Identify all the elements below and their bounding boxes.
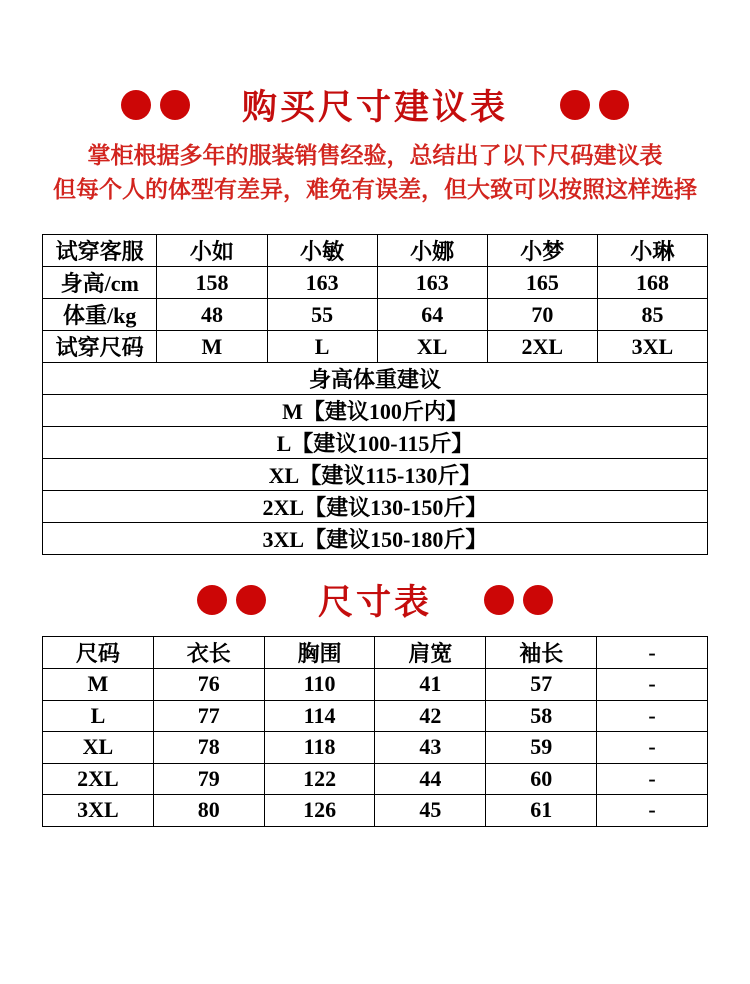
column-header: - — [597, 637, 708, 669]
table-cell: M — [157, 331, 267, 363]
red-dots-left — [121, 90, 190, 120]
advice-cell: L【建议100-115斤】 — [43, 427, 708, 459]
table-row — [43, 732, 708, 764]
table-header-row — [43, 637, 708, 669]
table-cell: L — [267, 331, 377, 363]
section1-title: 购买尺寸建议表 — [241, 88, 508, 127]
size-label: XL — [43, 732, 154, 764]
table-cell: - — [597, 732, 708, 764]
size-guide-page — [0, 84, 750, 984]
red-dot-icon — [523, 585, 553, 615]
table-cell: 77 — [153, 700, 264, 732]
table-cell: 43 — [375, 732, 486, 764]
table-cell: 60 — [486, 763, 597, 795]
table-cell: 80 — [153, 795, 264, 827]
red-dot-icon — [197, 585, 227, 615]
table-cell: XL — [377, 331, 487, 363]
advice-header-cell: 身高体重建议 — [43, 363, 708, 395]
table-row — [43, 363, 708, 395]
table-cell: 41 — [375, 669, 486, 701]
row-label: 身高/cm — [43, 267, 157, 299]
table-cell: 114 — [264, 700, 375, 732]
table-cell: - — [597, 700, 708, 732]
red-dots-right — [484, 585, 553, 615]
table-row — [43, 669, 708, 701]
table-row — [43, 427, 708, 459]
table-row — [43, 795, 708, 827]
table-cell: - — [597, 763, 708, 795]
table-row — [43, 331, 708, 363]
table-cell: 小琳 — [597, 235, 707, 267]
table-cell: 小敏 — [267, 235, 377, 267]
table-row — [43, 700, 708, 732]
table-cell: 168 — [597, 267, 707, 299]
table-cell: - — [597, 795, 708, 827]
table-row — [43, 235, 708, 267]
red-dot-icon — [160, 90, 190, 120]
row-label: 试穿客服 — [43, 235, 157, 267]
table-cell: 85 — [597, 299, 707, 331]
table-cell: 55 — [267, 299, 377, 331]
table-cell: 110 — [264, 669, 375, 701]
size-label: 3XL — [43, 795, 154, 827]
fit-advice-table — [42, 234, 708, 555]
section1-header — [0, 84, 750, 126]
table-cell: 42 — [375, 700, 486, 732]
red-dots-left — [197, 585, 266, 615]
table-cell: 122 — [264, 763, 375, 795]
table-cell: 76 — [153, 669, 264, 701]
advice-cell: M【建议100斤内】 — [43, 395, 708, 427]
advice-cell: 3XL【建议150-180斤】 — [43, 523, 708, 555]
red-dot-icon — [236, 585, 266, 615]
table-cell: - — [597, 669, 708, 701]
red-dot-icon — [599, 90, 629, 120]
table-cell: 78 — [153, 732, 264, 764]
table-row — [43, 763, 708, 795]
red-dot-icon — [484, 585, 514, 615]
table-cell: 64 — [377, 299, 487, 331]
size-label: L — [43, 700, 154, 732]
row-label: 体重/kg — [43, 299, 157, 331]
table-cell: 2XL — [487, 331, 597, 363]
table-cell: 79 — [153, 763, 264, 795]
section1-subtitles — [0, 139, 750, 207]
subtitle-line1: 掌柜根据多年的服装销售经验，总结出了以下尺码建议表 — [87, 143, 663, 168]
section2-header — [0, 579, 750, 621]
table-cell: 163 — [267, 267, 377, 299]
column-header: 袖长 — [486, 637, 597, 669]
column-header: 肩宽 — [375, 637, 486, 669]
column-header: 衣长 — [153, 637, 264, 669]
section2-title: 尺寸表 — [317, 583, 432, 622]
table-cell: 59 — [486, 732, 597, 764]
table-cell: 45 — [375, 795, 486, 827]
table-row — [43, 299, 708, 331]
column-header: 胸围 — [264, 637, 375, 669]
table-row — [43, 491, 708, 523]
table-row — [43, 267, 708, 299]
table-cell: 44 — [375, 763, 486, 795]
measurement-table — [42, 636, 708, 827]
row-label: 试穿尺码 — [43, 331, 157, 363]
table-row — [43, 459, 708, 491]
table-cell: 小梦 — [487, 235, 597, 267]
table-cell: 163 — [377, 267, 487, 299]
table-cell: 小娜 — [377, 235, 487, 267]
table-cell: 61 — [486, 795, 597, 827]
table-cell: 3XL — [597, 331, 707, 363]
red-dot-icon — [121, 90, 151, 120]
table-cell: 165 — [487, 267, 597, 299]
table-cell: 58 — [486, 700, 597, 732]
table-cell: 57 — [486, 669, 597, 701]
table-row — [43, 395, 708, 427]
red-dots-right — [560, 90, 629, 120]
table-cell: 小如 — [157, 235, 267, 267]
table-cell: 48 — [157, 299, 267, 331]
size-label: M — [43, 669, 154, 701]
table-cell: 126 — [264, 795, 375, 827]
table-cell: 70 — [487, 299, 597, 331]
subtitle-line2: 但每个人的体型有差异，难免有误差，但大致可以按照这样选择 — [53, 177, 697, 202]
column-header: 尺码 — [43, 637, 154, 669]
size-label: 2XL — [43, 763, 154, 795]
red-dot-icon — [560, 90, 590, 120]
advice-cell: XL【建议115-130斤】 — [43, 459, 708, 491]
table-row — [43, 523, 708, 555]
advice-cell: 2XL【建议130-150斤】 — [43, 491, 708, 523]
table-cell: 158 — [157, 267, 267, 299]
table-cell: 118 — [264, 732, 375, 764]
